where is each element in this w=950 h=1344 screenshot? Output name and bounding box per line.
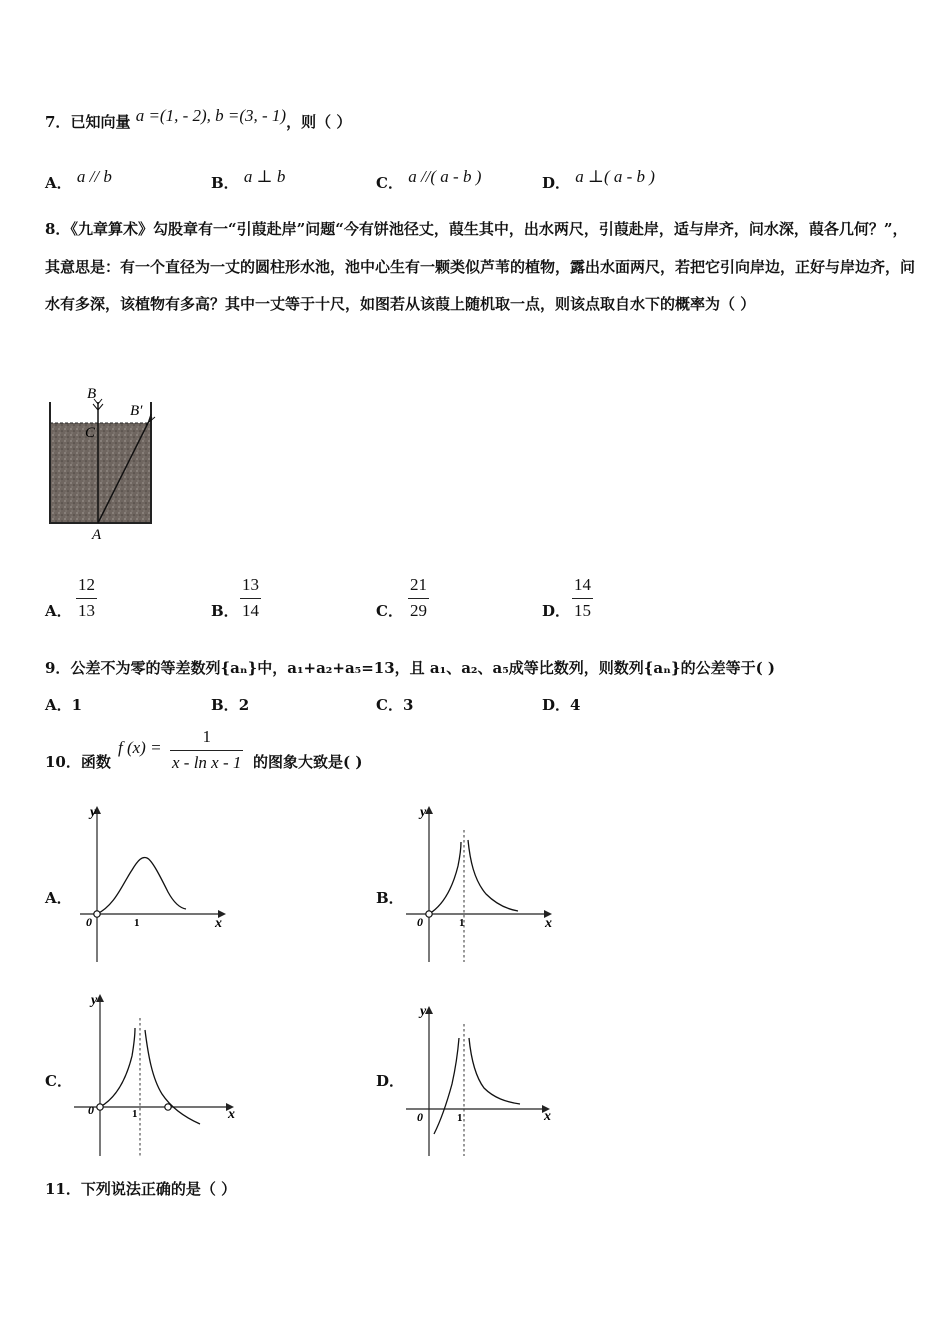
graph-d[interactable]: [400, 988, 560, 1158]
svg-text:y: y: [91, 993, 98, 1008]
question-tail: ，则（ ）: [286, 113, 352, 131]
question-text: 公差不为零的等差数列{aₙ}中，a₁+a₂+a₅=13，且 a₁、a₂、a₅成等比数列，则数列{aₙ}的公差等于( ): [70, 659, 775, 677]
q8-option-d-fraction: 14 15: [574, 575, 591, 620]
curve-right: [469, 1038, 520, 1104]
vector-expression: a =(1, - 2), b =(3, - 1): [135, 106, 287, 125]
root-hole: [165, 1104, 171, 1110]
curve-left: [429, 842, 461, 914]
graph-b-label[interactable]: B．: [376, 889, 404, 907]
svg-text:x: x: [545, 916, 552, 931]
question-10-tail: 的图象大致是( ): [253, 753, 363, 771]
question-11: [45, 1180, 236, 1198]
question-text: 函数: [80, 753, 111, 771]
svg-text:x: x: [215, 916, 222, 931]
q8-option-d[interactable]: D．: [542, 602, 571, 620]
label-c: C: [85, 425, 96, 441]
svg-text:0: 0: [86, 915, 92, 929]
q9-option-a[interactable]: A．1: [45, 696, 83, 714]
svg-text:y: y: [420, 1004, 427, 1019]
svg-text:y: y: [420, 805, 427, 820]
svg-text:1: 1: [457, 1112, 463, 1124]
curve-left: [434, 1038, 459, 1134]
question-10: [45, 753, 111, 771]
function-fraction: 1 x - ln x - 1: [172, 727, 242, 772]
curve-right: [145, 1030, 200, 1124]
question-text: 已知向量: [70, 113, 131, 131]
svg-text:0: 0: [417, 1110, 423, 1124]
origin-hole: [94, 911, 100, 917]
q9-option-d[interactable]: D．4: [542, 696, 581, 714]
question-text: 《九章算术》勾股章有一“引葭赴岸”问题“今有饼池径丈，葭生其中，出水两尺，引葭赴岸，适与岸齐，问水深，葭各几何？”，其意思是：有一个直径为一丈的圆柱形水池，池中心生有一颗类似芦苇的植物，露出水面两尺，若把它引向岸边，正好与岸边齐，问水有多深，该植物有多高？其中一丈等于十尺，如图若从该葭上随机取一点，则该点取自水下的概率为（ ）: [45, 220, 916, 313]
graph-c-label[interactable]: C．: [45, 1072, 72, 1090]
question-9: [45, 659, 775, 677]
q8-option-c-fraction: 21 29: [410, 575, 427, 620]
q8-option-a-fraction: 12 13: [78, 575, 95, 620]
svg-text:x: x: [228, 1107, 235, 1122]
svg-text:y: y: [90, 805, 97, 820]
graph-c[interactable]: [70, 988, 245, 1158]
label-a: A: [92, 527, 102, 543]
question-number: 8．: [45, 220, 71, 238]
q7-option-c[interactable]: C． a //( a - b ): [376, 167, 482, 192]
svg-text:1: 1: [134, 917, 140, 929]
q7-option-b[interactable]: B． a ⊥ b: [211, 167, 286, 192]
curve-right: [468, 840, 518, 911]
q9-option-b[interactable]: B．2: [211, 696, 250, 714]
svg-text:1: 1: [459, 917, 465, 929]
curve-left: [100, 1028, 135, 1107]
graph-a[interactable]: [70, 800, 230, 965]
origin-hole: [426, 911, 432, 917]
question-number: 9．: [45, 659, 71, 677]
curve: [97, 858, 186, 915]
label-b-prime: B′: [130, 403, 143, 419]
graph-d-label[interactable]: D．: [376, 1072, 405, 1090]
svg-text:0: 0: [417, 915, 423, 929]
svg-text:x: x: [544, 1109, 551, 1124]
origin-hole: [97, 1104, 103, 1110]
question-number: 11．: [45, 1180, 81, 1198]
q7-option-a[interactable]: A． a // b: [45, 167, 112, 192]
function-lhs: f (x) =: [118, 738, 162, 757]
q8-option-c[interactable]: C．: [376, 602, 403, 620]
svg-text:1: 1: [132, 1108, 138, 1120]
q7-option-d[interactable]: D． a ⊥( a - b ): [542, 167, 655, 192]
question-8: [45, 211, 915, 324]
graph-b[interactable]: [400, 800, 560, 965]
q8-option-b[interactable]: B．: [211, 602, 239, 620]
question-text: 下列说法正确的是（ ）: [80, 1180, 237, 1198]
question-7: [45, 106, 352, 131]
q8-option-a[interactable]: A．: [45, 602, 72, 620]
q8-option-b-fraction: 13 14: [242, 575, 259, 620]
svg-text:0: 0: [88, 1103, 94, 1117]
water-region: [50, 423, 151, 523]
pond-figure: [40, 380, 170, 545]
graph-a-label[interactable]: A．: [45, 889, 72, 907]
question-number: 10．: [45, 753, 81, 771]
question-number: 7．: [45, 113, 71, 131]
q9-option-c[interactable]: C．3: [376, 696, 414, 714]
label-b: B: [87, 386, 97, 402]
